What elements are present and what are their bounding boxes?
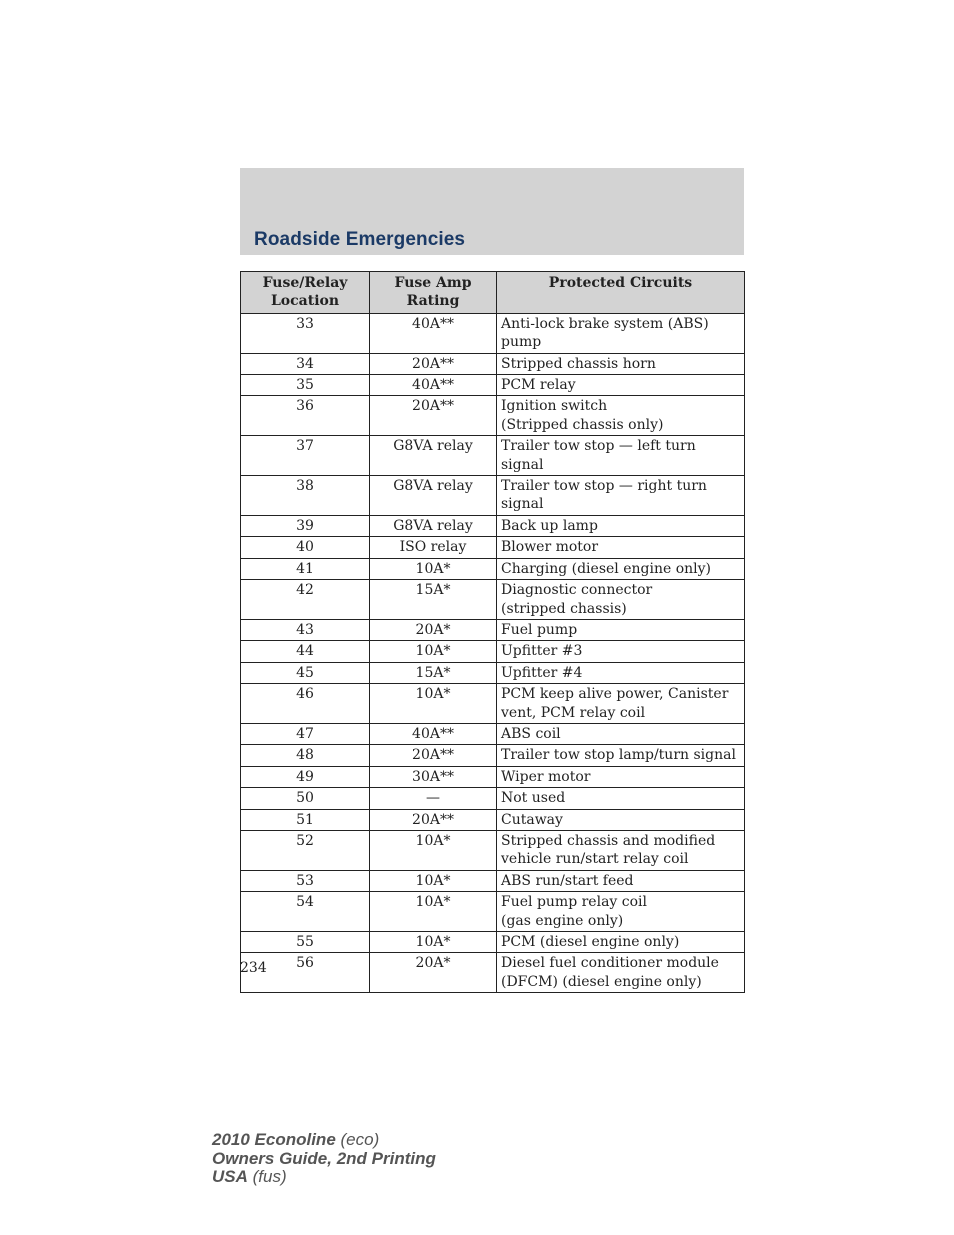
header-location: [241, 272, 370, 314]
cell-circuit: [497, 580, 745, 620]
cell-rating: 40A**: [370, 723, 497, 744]
cell-circuit-line2: vehicle run/start relay coil: [501, 851, 689, 868]
cell-circuit-line1: Ignition switch: [501, 398, 608, 415]
cell-rating: 10A*: [370, 684, 497, 724]
cell-rating: G8VA relay: [370, 515, 497, 536]
cell-location: 45: [241, 662, 370, 683]
header-rating: [370, 272, 497, 314]
cell-rating: 30A**: [370, 766, 497, 787]
cell-circuit: [497, 641, 745, 662]
cell-location: 39: [241, 515, 370, 536]
cell-location: 49: [241, 766, 370, 787]
header-rating-line2: Rating: [406, 293, 460, 310]
cell-circuit-line1: Charging (diesel engine only): [501, 560, 712, 577]
cell-rating: 20A*: [370, 953, 497, 993]
cell-circuit-line1: Fuel pump relay coil: [501, 894, 647, 911]
header-location-line1: Fuse/Relay: [262, 275, 348, 291]
table-row: [241, 684, 745, 724]
cell-circuit: [497, 932, 745, 953]
cell-rating: 10A*: [370, 830, 497, 870]
table-row: [241, 313, 745, 353]
table-row: [241, 436, 745, 476]
cell-location: 52: [241, 830, 370, 870]
cell-circuit-line1: Trailer tow stop — left turn signal: [501, 438, 696, 473]
cell-location: 55: [241, 932, 370, 953]
header-location-line2: Location: [270, 293, 340, 310]
table-row: [241, 723, 745, 744]
footer-model-code: (eco): [340, 1130, 380, 1149]
cell-circuit-line1: ABS coil: [501, 725, 561, 742]
table-row: [241, 619, 745, 640]
cell-circuit: [497, 396, 745, 436]
footer-market: USA: [212, 1167, 248, 1186]
cell-rating: 10A*: [370, 641, 497, 662]
cell-circuit-line1: Diesel fuel conditioner module: [501, 955, 719, 972]
section-title: Roadside Emergencies: [254, 229, 466, 250]
cell-circuit-line1: PCM keep alive power, Canister: [501, 686, 729, 703]
cell-circuit-line2: (DFCM) (diesel engine only): [501, 973, 702, 990]
section-header-band: [240, 168, 744, 255]
table-row: [241, 788, 745, 809]
table-row: [241, 396, 745, 436]
cell-circuit: [497, 515, 745, 536]
cell-circuit: [497, 313, 745, 353]
table-row: [241, 892, 745, 932]
cell-circuit: [497, 870, 745, 891]
footer-line2: Owners Guide, 2nd Printing: [212, 1148, 436, 1168]
cell-circuit-line1: Anti-lock brake system (ABS): [501, 315, 709, 332]
cell-location: 40: [241, 537, 370, 558]
cell-circuit-line1: PCM relay: [501, 377, 576, 394]
cell-rating: 20A**: [370, 809, 497, 830]
cell-rating: 15A*: [370, 662, 497, 683]
cell-location: 34: [241, 353, 370, 374]
cell-circuit-line1: Back up lamp: [501, 517, 598, 534]
cell-circuit: [497, 436, 745, 476]
cell-circuit-line1: Stripped chassis and modified: [501, 832, 716, 849]
footer: [212, 1131, 436, 1187]
cell-circuit-line1: Upfitter #3: [501, 643, 583, 660]
cell-circuit: [497, 766, 745, 787]
cell-circuit: [497, 953, 745, 993]
table-row: [241, 353, 745, 374]
cell-location: 41: [241, 558, 370, 579]
table-row: [241, 745, 745, 766]
cell-circuit: [497, 809, 745, 830]
cell-circuit-line1: Blower motor: [501, 539, 599, 556]
cell-circuit-line2: (stripped chassis): [501, 600, 627, 617]
cell-rating: ISO relay: [370, 537, 497, 558]
table-row: [241, 558, 745, 579]
cell-location: 35: [241, 375, 370, 396]
cell-circuit: [497, 892, 745, 932]
fuse-table-body: [241, 313, 745, 992]
cell-rating: —: [370, 788, 497, 809]
cell-circuit: [497, 558, 745, 579]
cell-circuit-line1: ABS run/start feed: [501, 872, 634, 889]
cell-location: 44: [241, 641, 370, 662]
cell-circuit: [497, 788, 745, 809]
cell-rating: 10A*: [370, 932, 497, 953]
cell-rating: 10A*: [370, 870, 497, 891]
cell-location: 48: [241, 745, 370, 766]
fuse-table: [240, 271, 745, 993]
table-row: [241, 830, 745, 870]
table-row: [241, 375, 745, 396]
cell-rating: 20A**: [370, 745, 497, 766]
footer-line3: [212, 1168, 436, 1187]
table-row: [241, 662, 745, 683]
cell-circuit: [497, 353, 745, 374]
table-row: [241, 932, 745, 953]
table-header-row: [241, 272, 745, 314]
cell-circuit-line2: (gas engine only): [501, 912, 624, 929]
cell-circuit-line1: Wiper motor: [501, 768, 591, 785]
table-row: [241, 515, 745, 536]
cell-circuit: [497, 723, 745, 744]
cell-location: 43: [241, 619, 370, 640]
cell-location: 51: [241, 809, 370, 830]
cell-circuit-line1: PCM (diesel engine only): [501, 934, 680, 950]
cell-location: 46: [241, 684, 370, 724]
table-row: [241, 809, 745, 830]
cell-location: 33: [241, 313, 370, 353]
cell-location: 56: [241, 953, 370, 993]
cell-rating: 10A*: [370, 892, 497, 932]
cell-circuit-line2: pump: [501, 334, 542, 351]
cell-circuit: [497, 745, 745, 766]
header-circuits: Protected Circuits: [497, 272, 745, 314]
cell-circuit-line2: signal: [501, 496, 544, 513]
cell-location: 38: [241, 476, 370, 516]
cell-circuit-line1: Fuel pump: [501, 621, 578, 638]
cell-location: 36: [241, 396, 370, 436]
cell-circuit-line1: Cutaway: [501, 811, 563, 828]
table-row: [241, 870, 745, 891]
cell-rating: 40A**: [370, 375, 497, 396]
cell-circuit: [497, 537, 745, 558]
cell-rating: 20A**: [370, 353, 497, 374]
cell-circuit-line1: Not used: [501, 790, 566, 807]
cell-rating: 15A*: [370, 580, 497, 620]
cell-location: 54: [241, 892, 370, 932]
footer-model: 2010 Econoline: [212, 1130, 336, 1149]
cell-circuit-line1: Trailer tow stop — right turn: [501, 478, 707, 495]
cell-location: 53: [241, 870, 370, 891]
cell-rating: G8VA relay: [370, 436, 497, 476]
table-row: [241, 476, 745, 516]
cell-location: 50: [241, 788, 370, 809]
cell-circuit-line1: Stripped chassis horn: [501, 355, 656, 372]
table-row: [241, 580, 745, 620]
table-row: [241, 766, 745, 787]
cell-circuit-line1: Upfitter #4: [501, 664, 583, 681]
cell-location: 37: [241, 436, 370, 476]
cell-circuit: [497, 476, 745, 516]
footer-market-code: (fus): [252, 1167, 287, 1186]
page-number: 234: [240, 960, 267, 976]
table-row: [241, 641, 745, 662]
cell-rating: 40A**: [370, 313, 497, 353]
cell-circuit-line2: (Stripped chassis only): [501, 416, 664, 433]
cell-circuit-line1: Trailer tow stop lamp/turn signal: [501, 747, 736, 764]
cell-location: 47: [241, 723, 370, 744]
header-rating-line1: Fuse Amp: [394, 275, 472, 291]
cell-circuit: [497, 619, 745, 640]
table-row: [241, 953, 745, 993]
cell-rating: 20A*: [370, 619, 497, 640]
cell-rating: 10A*: [370, 558, 497, 579]
cell-rating: G8VA relay: [370, 476, 497, 516]
table-row: [241, 537, 745, 558]
cell-circuit: [497, 684, 745, 724]
cell-circuit-line2: vent, PCM relay coil: [501, 704, 646, 721]
cell-circuit: [497, 375, 745, 396]
cell-circuit: [497, 662, 745, 683]
cell-rating: 20A**: [370, 396, 497, 436]
cell-location: 42: [241, 580, 370, 620]
footer-line1: [212, 1131, 436, 1150]
cell-circuit: [497, 830, 745, 870]
cell-circuit-line1: Diagnostic connector: [501, 582, 653, 599]
